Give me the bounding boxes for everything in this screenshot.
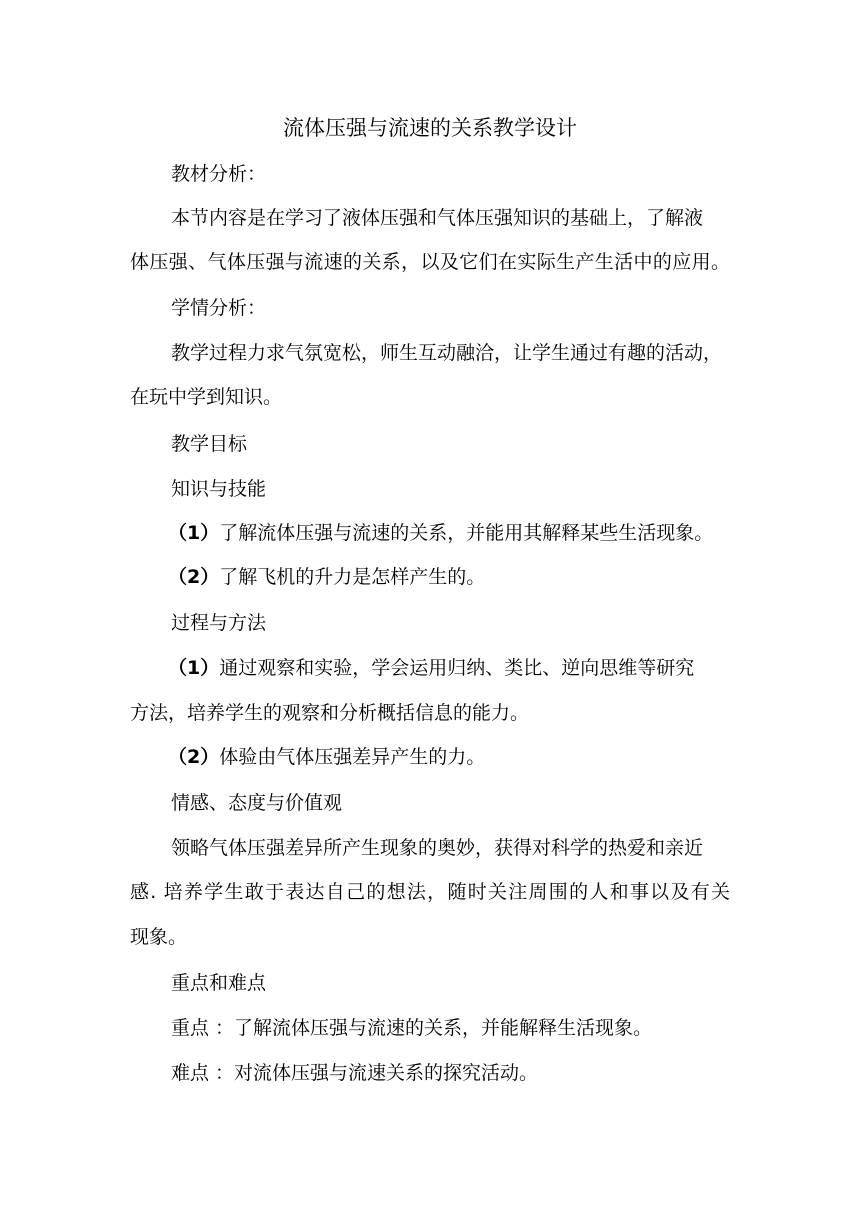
knowledge-item-2-number: （2）: [168, 566, 220, 588]
key-heading: 重点和难点: [171, 972, 267, 994]
material-heading: 教材分析：: [171, 163, 267, 185]
process-item-2-number: （2）: [168, 746, 220, 768]
knowledge-item-2: [168, 563, 485, 591]
goals-heading: 教学目标: [171, 433, 248, 455]
process-item-1-text: 通过观察和实验，学会运用归纳、类比、逆向思维等研究: [219, 657, 695, 679]
student-text-line-2: 在玩中学到知识。: [130, 386, 283, 408]
emotion-text-line-2: 感. 培养学生敢于表达自己的想法，随时关注周围的人和事以及有关: [130, 881, 730, 903]
emotion-text-line-1: 领略气体压强差异所产生现象的奥妙，获得对科学的热爱和亲近: [171, 837, 704, 859]
student-heading: 学情分析：: [171, 297, 267, 319]
knowledge-item-2-text: 了解飞机的升力是怎样产生的。: [219, 566, 486, 588]
process-item-2: [168, 743, 485, 771]
knowledge-item-1-text: 了解流体压强与流速的关系，并能用其解释某些生活现象。: [219, 522, 714, 544]
process-item-1: [168, 654, 694, 682]
knowledge-heading: 知识与技能: [171, 478, 267, 500]
knowledge-item-1: [168, 519, 713, 547]
document-title: 流体压强与流速的关系教学设计: [283, 116, 577, 140]
student-text-line-1: 教学过程力求气氛宽松，师生互动融洽，让学生通过有趣的活动，: [171, 342, 723, 364]
emotion-heading: 情感、态度与价值观: [171, 792, 343, 814]
material-text-line-2: 体压强、气体压强与流速的关系，以及它们在实际生产生活中的应用。: [130, 251, 730, 273]
emotion-text-line-3: 现象。: [130, 926, 188, 948]
material-text-line-1: 本节内容是在学习了液体压强和气体压强知识的基础上，了解液: [171, 207, 704, 229]
knowledge-item-1-number: （1）: [168, 522, 220, 544]
process-item-1-continuation: 方法，培养学生的观察和分析概括信息的能力。: [130, 702, 530, 724]
process-heading: 过程与方法: [171, 612, 267, 634]
difficult-point: 难点 ：对流体压强与流速关系的探究活动。: [171, 1062, 539, 1084]
process-item-1-number: （1）: [168, 657, 220, 679]
process-item-2-text: 体验由气体压强差异产生的力。: [219, 746, 486, 768]
key-point: 重点 ：了解流体压强与流速的关系，并能解释生活现象。: [171, 1017, 653, 1039]
